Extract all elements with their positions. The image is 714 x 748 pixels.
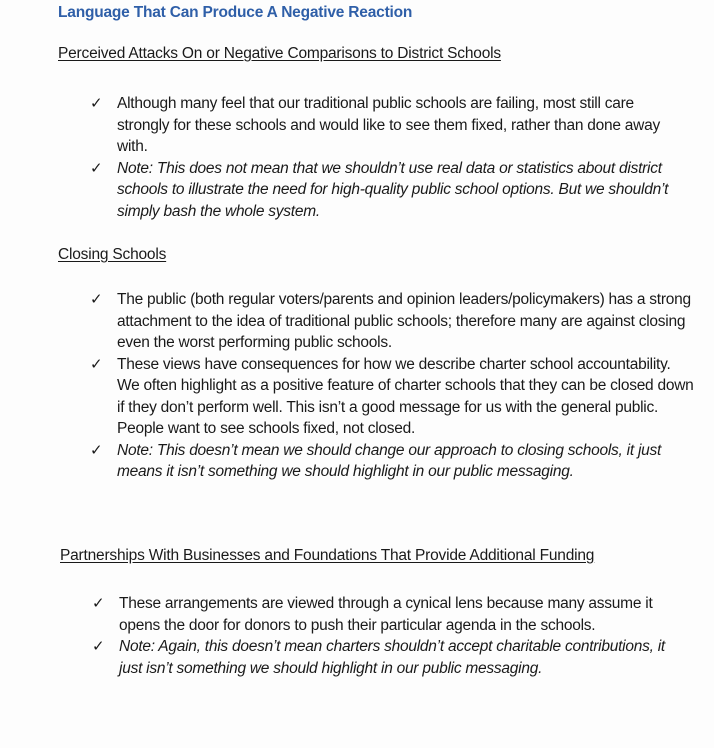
bullet-text: Note: This does not mean that we shouldn’t use real data or statistics about district schools to illustrate the need for high-quality public school options. But we shouldn’t simply bash the whole system.: [117, 159, 669, 220]
bullet-text: The public (both regular voters/parents and opinion leaders/policymakers) has a strong attachment to the idea of traditional public schools; therefore many are against closing even the worst performing public schools.: [117, 291, 691, 351]
section-heading-partnerships: Partnerships With Businesses and Foundations That Provide Additional Funding: [60, 547, 595, 564]
bullet-text: Although many feel that our traditional public schools are failing, most still care strongly for these schools and would like to see them fixed, rather than done away with.: [117, 95, 660, 155]
checkmark-icon: ✓: [90, 95, 103, 112]
checkmark-icon: ✓: [90, 355, 103, 373]
list-item: [90, 93, 690, 158]
list-item: [92, 593, 682, 636]
bullet-text: Note: This doesn’t mean we should change our approach to closing schools, it just means it isn’t something we should highlight in our public messaging.: [117, 441, 662, 480]
bullet-list-closing-schools: [90, 289, 695, 483]
bullet-text: These views have consequences for how we describe charter school accountability. We often highlight as a positive feature of charter schools that they can be closed down if they don’t perform well. This isn’t a good message for us with the general public. People want to see schools fixed, not closed.: [117, 355, 694, 437]
list-item: [92, 636, 682, 679]
checkmark-icon: ✓: [90, 159, 103, 177]
list-item: [90, 158, 690, 223]
checkmark-icon: ✓: [92, 595, 105, 612]
bullet-text: Note: Again, this doesn’t mean charters shouldn’t accept charitable contributions, it just isn’t something we should highlight in our public messaging.: [119, 638, 665, 677]
checkmark-icon: ✓: [90, 291, 103, 308]
section-heading-closing-schools: Closing Schools: [58, 246, 167, 263]
document-title: Language That Can Produce A Negative Reaction: [58, 4, 413, 21]
bullet-text: These arrangements are viewed through a cynical lens because many assume it opens the door for donors to push their particular agenda in the schools.: [119, 595, 653, 634]
list-item: [90, 440, 695, 483]
bullet-list-partnerships: [92, 593, 682, 679]
list-item: [90, 289, 695, 354]
checkmark-icon: ✓: [92, 638, 105, 655]
checkmark-icon: ✓: [90, 441, 103, 459]
list-item: [90, 354, 695, 440]
bullet-list-district-schools: [90, 93, 690, 222]
section-heading-district-schools: Perceived Attacks On or Negative Comparisons to District Schools: [58, 45, 501, 62]
